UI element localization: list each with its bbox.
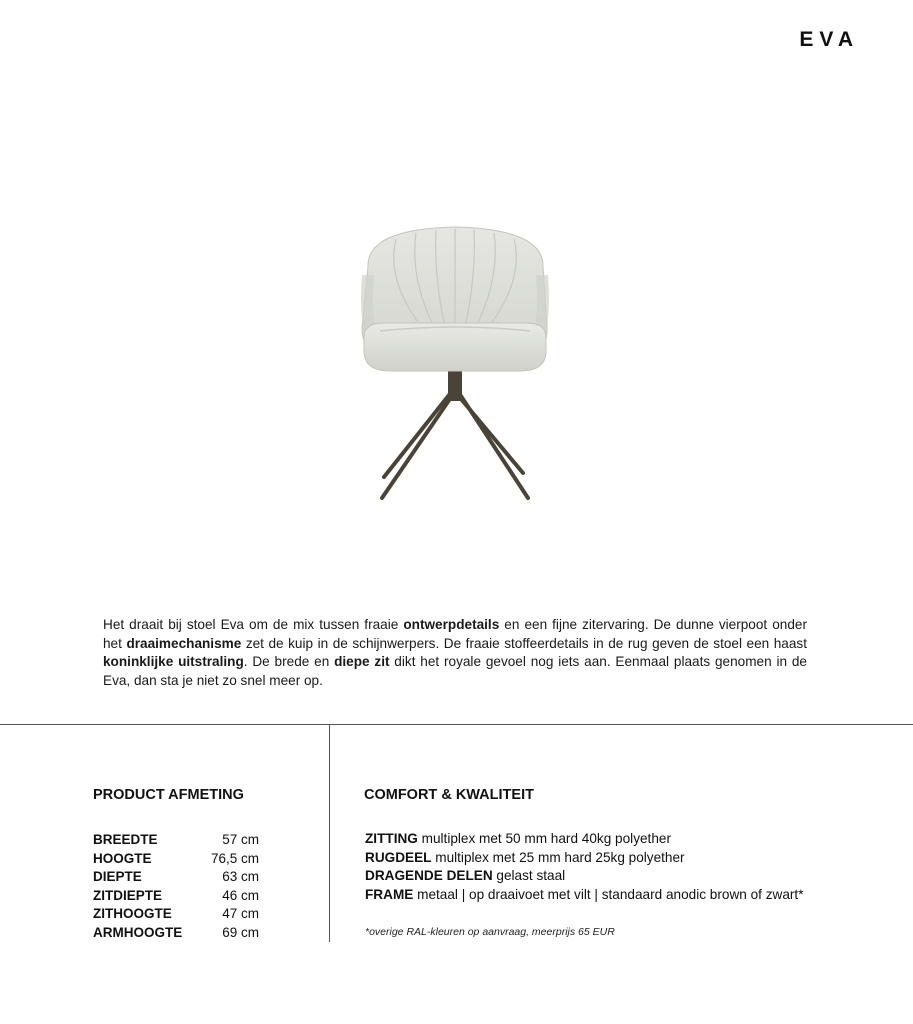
dimension-row: [93, 869, 263, 888]
dimensions-title: PRODUCT AFMETING: [93, 787, 244, 803]
product-description: [103, 616, 807, 691]
quality-label: DRAGENDE DELEN: [365, 868, 493, 884]
dimension-label: BREEDTE: [93, 832, 158, 847]
description-text: dikt het royale gevoel nog iets aan. Eenmaal plaats genomen in de Eva, dan sta je niet zo snel meer op.: [103, 654, 807, 689]
dimension-label: ARMHOOGTE: [93, 924, 183, 940]
description-text: . De brede en: [243, 654, 335, 670]
dimension-value: 63 cm: [222, 869, 259, 884]
chair-svg: [340, 215, 570, 515]
dimension-row: [93, 832, 263, 851]
description-highlight: ontwerpdetails: [403, 617, 500, 632]
dimension-value: 76,5 cm: [210, 850, 259, 866]
section-divider-vertical: [329, 724, 330, 942]
quality-label: RUGDEEL: [365, 849, 432, 865]
chair-legs: [382, 390, 528, 498]
description-text: Het draait bij stoel Eva om de mix tussen fraaie: [103, 617, 404, 632]
quality-label: FRAME: [365, 887, 414, 903]
dimension-row: [93, 888, 263, 907]
section-divider-horizontal: [0, 724, 913, 725]
quality-text: multiplex met 25 mm hard 25kg polyether: [431, 849, 685, 865]
description-highlight: koninklijke uitstraling: [103, 654, 244, 670]
quality-row: [365, 850, 885, 869]
dimension-row: [93, 906, 263, 925]
quality-row: [365, 887, 885, 906]
dimension-value: 47 cm: [222, 906, 259, 921]
dimension-row: [93, 925, 263, 944]
description-highlight: draaimechanisme: [126, 635, 242, 651]
quality-title: COMFORT & KWALITEIT: [364, 787, 534, 803]
description-text: en een fijne zitervaring. De dunne vierpoot onder het: [103, 617, 807, 651]
quality-list: [365, 831, 885, 906]
description-text: zet de kuip in de schijnwerpers. De fraaie stoffeerdetails in de rug geven de stoel een haast: [241, 635, 807, 651]
quality-text: gelast staal: [492, 868, 566, 884]
description-highlight: diepe zit: [334, 654, 390, 670]
dimension-label: DIEPTE: [93, 869, 142, 884]
quality-row: [365, 831, 885, 850]
dimension-label: ZITHOOGTE: [93, 906, 172, 921]
dimension-value: 57 cm: [222, 832, 259, 847]
footnote: *overige RAL-kleuren op aanvraag, meerprijs 65 EUR: [365, 926, 615, 938]
quality-text: multiplex met 50 mm hard 40kg polyether: [417, 831, 671, 846]
dimension-label: HOOGTE: [93, 850, 152, 866]
quality-row: [365, 868, 885, 887]
quality-label: ZITTING: [365, 831, 418, 846]
dimension-row: [93, 851, 263, 870]
chair-illustration: [340, 215, 570, 515]
dimensions-table: [93, 832, 263, 943]
quality-text: metaal | op draaivoet met vilt | standaard anodic brown of zwart*: [413, 887, 804, 903]
brand-title: EVA: [799, 28, 859, 51]
dimension-value: 69 cm: [222, 924, 259, 940]
dimension-value: 46 cm: [222, 887, 259, 903]
dimension-label: ZITDIEPTE: [93, 887, 163, 903]
